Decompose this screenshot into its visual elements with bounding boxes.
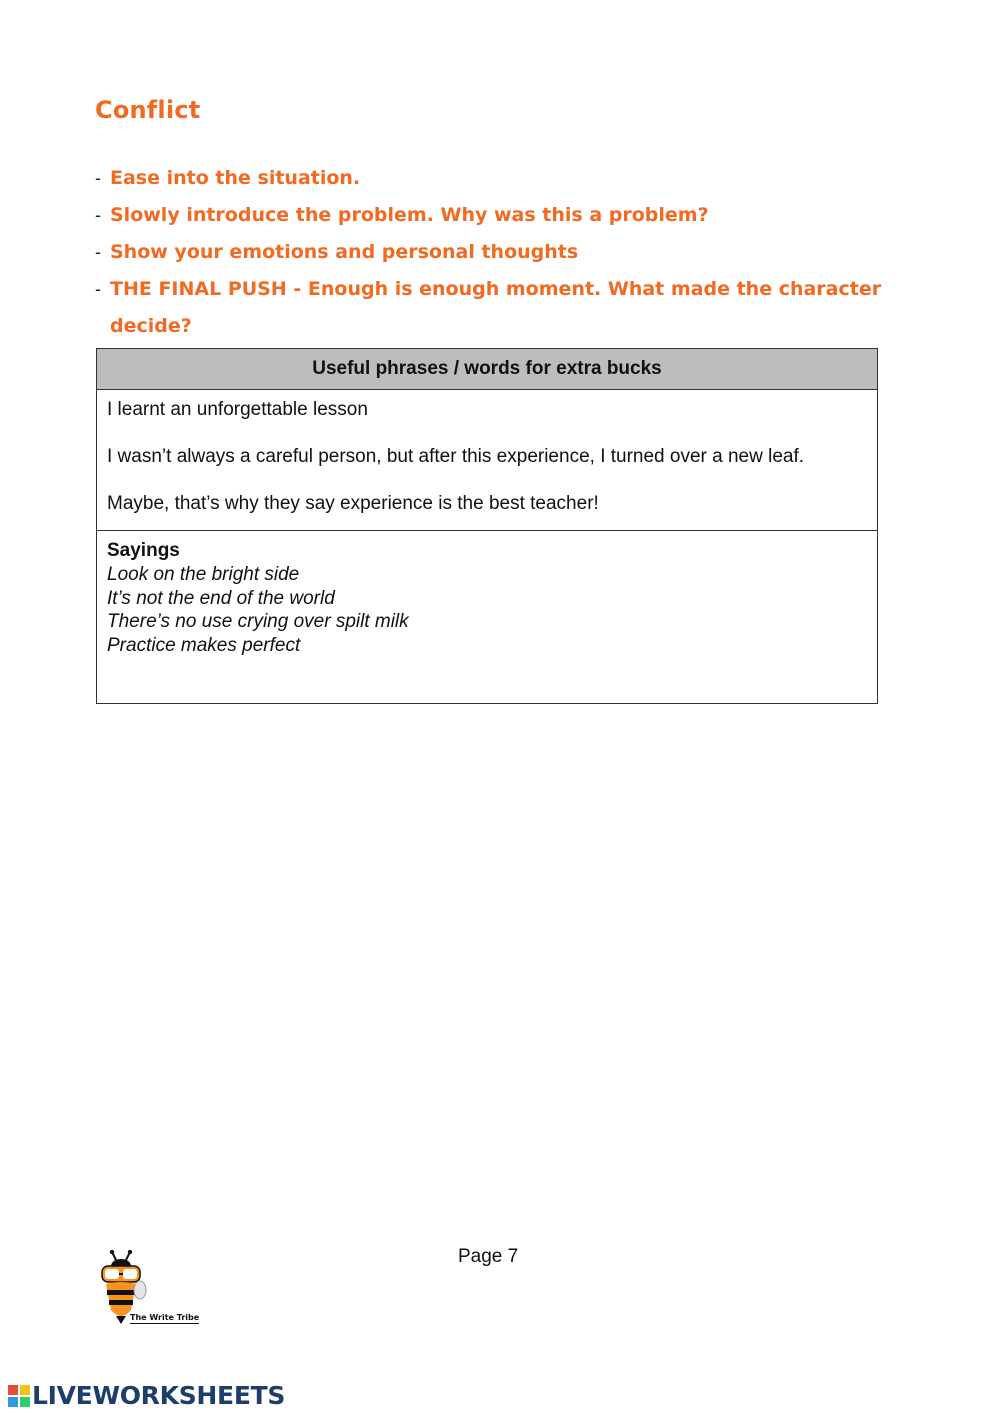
bullet-text: THE FINAL PUSH - Enough is enough moment. What made the character decide?	[110, 278, 882, 337]
saying-item: Look on the bright side	[107, 564, 300, 585]
table-header: Useful phrases / words for extra bucks	[97, 349, 877, 390]
bullet-text: Ease into the situation.	[110, 167, 361, 189]
sayings-cell	[97, 531, 877, 703]
phrases-cell	[97, 390, 877, 531]
bullet-dash: -	[95, 168, 101, 188]
bullet-item	[95, 197, 915, 234]
bullet-dash: -	[95, 279, 101, 299]
sayings-title: Sayings	[107, 540, 180, 561]
bullet-item	[95, 271, 915, 345]
phrase-item: I learnt an unforgettable lesson	[107, 399, 368, 420]
bullet-text: Show your emotions and personal thoughts	[110, 241, 579, 263]
phrase-item: I wasn’t always a careful person, but after this experience, I turned over a new leaf.	[107, 446, 805, 467]
liveworksheets-logo-icon	[8, 1385, 30, 1407]
phrases-table	[96, 348, 878, 704]
bullet-item	[95, 160, 915, 197]
bullet-dash: -	[95, 205, 101, 225]
saying-item: It’s not the end of the world	[107, 587, 335, 609]
bullet-dash: -	[95, 242, 101, 262]
footer-brand-text: LIVEWORKSHEETS	[32, 1381, 286, 1410]
bullet-item	[95, 234, 915, 271]
page-title: Conflict	[95, 96, 201, 124]
bullet-text: Slowly introduce the problem. Why was this a problem?	[110, 204, 709, 226]
page-number: Page 7	[458, 1246, 519, 1267]
phrase-item: Maybe, that’s why they say experience is the best teacher!	[107, 493, 599, 514]
bullet-list	[95, 160, 915, 345]
saying-item: Practice makes perfect	[107, 634, 301, 656]
saying-item: There’s no use crying over spilt milk	[107, 611, 409, 632]
logo-caption: The Write Tribe	[130, 1313, 200, 1322]
